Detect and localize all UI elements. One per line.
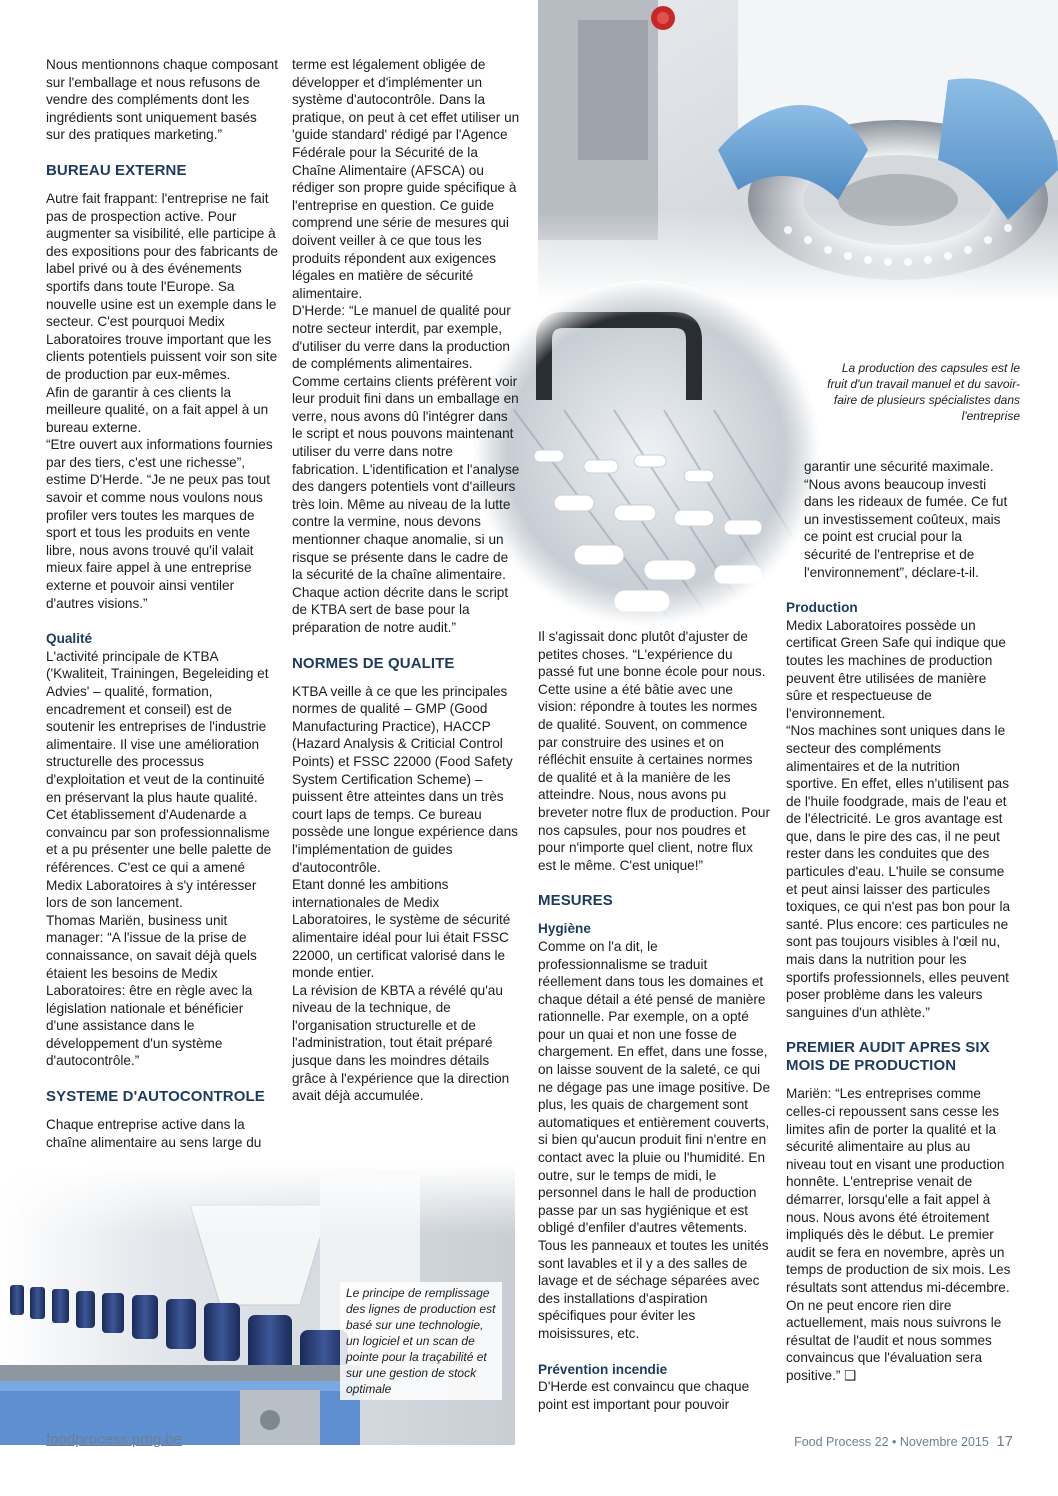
paragraph: Etant donné les ambitions internationales de Medix Laboratoires, le système de sécurité alimentaire idéal pour lui était FSSC 22000, un certificat valorisé dans le monde entier.	[292, 877, 511, 981]
paragraph: La révision de KBTA a révélé qu'au niveau de la technique, de l'organisation structurelle et de l'administration, tout était préparé jusque dans les moindres détails grâce à l'expérience que la direction avait déjà accumulée.	[292, 982, 510, 1104]
paragraph: Medix Laboratoires possède un certificat Green Safe qui indique que toutes les machines de production peuvent être utilisées de manière sûre et respectueuse de l'environnement.	[786, 617, 1006, 721]
paragraph: On ne peut encore rien dire actuellement, mais nous suivrons le résultat de l'audit et nous sommes convaincus que l'évaluation sera positive.” ❑	[786, 1297, 1002, 1383]
paragraph: Afin de garantir à ces clients la meilleure qualité, on a fait appel à un bureau externe.	[46, 384, 269, 435]
heading-normes-qualite: NORMES DE QUALITE	[292, 654, 455, 672]
paragraph: Chaque entreprise active dans la chaîne alimentaire au sens large du	[46, 1117, 262, 1150]
subheading-qualite: Qualité	[46, 631, 93, 647]
caption-filling-line: Le principe de remplissage des lignes de production est basé sur une technologie, un logiciel et un scan de pointe pour la traçabilité et sur une gestion de stock optimale	[340, 1282, 502, 1400]
paragraph: Comme on l'a dit, le professionnalisme se traduit réellement dans tous les domaines et chaque détail a été pensé de manière rationnelle. Par exemple, on a opté pour un quai et non une fosse de chargement. En effet, dans une fosse, on laisse souvent de la saleté, ce qui ne dégage pas une image positive. De plus, les quais de chargement sont automatiques et entièrement couverts, si bien qu'aucun produit fini n'entre en contact avec la pluie ou l'humidité. En outre, sur le temps de midi, le personnel dans le hall de production passe par un sas hygiénique et est obligé d'enfiler d'autres vêtements. Tous les panneaux et toutes les unités sont lavables et il y a des salles de lavage et de séchage séparées avec des installations d'aspiration spécifiques pour éviter les moisissures, etc.	[538, 938, 771, 1341]
capsule-production-photo	[538, 0, 1058, 300]
paragraph: D'Herde est convaincu que chaque point est important pour pouvoir	[538, 1379, 750, 1412]
text-column-1	[46, 56, 278, 1151]
paragraph: Autre fait frappant: l'entreprise ne fait pas de prospection active. Pour augmenter sa visibilité, elle participe à des expositions pour des fabricants de label privé ou à des événements sportifs dans toute l'Europe. Sa nouvelle usine est un exemple dans le secteur. C'est pourquoi Medix Laboratoires trouve important que les clients potentiels puissent voir son site de production par eux-mêmes.	[46, 190, 278, 382]
paragraph: “Nos machines sont uniques dans le secteur des compléments alimentaires et de la nutrition sportive. En effet, elles n'utilisent pas de l'huile foodgrade, mais de l'eau et de l'électricité. Le gros avantage est que, dans le pire des cas, il ne peut rester dans les conduites que des particules d'eau. L'huile se consume et peut ainsi laisser des particules toxiques, ce qui n'est pas bon pour la santé. Plus encore: ces particules ne sont pas toujours visibles à l'œil nu, mais dans la nutrition pour les sportifs professionnels, elles peuvent poser problème dans les valeurs sanguines d'un athlète.”	[786, 723, 1011, 1020]
paragraph: “Etre ouvert aux informations fournies par des tiers, c'est une richesse”, estime D'Herde. “Je ne peux pas tout savoir et comme nous voulons nous profiler vers toutes les marques de sport et tous les produits en vente libre, nous avons trouvé qu'il valait mieux faire appel à une entreprise externe et pouvoir ainsi ventiler d'autres visions.”	[46, 437, 273, 611]
issue-label: Food Process 22 • Novembre 2015	[794, 1435, 989, 1449]
heading-bureau-externe: BUREAU EXTERNE	[46, 161, 187, 179]
paragraph: L'activité principale de KTBA ('Kwaliteit, Trainingen, Begeleiding et Advies' – qualité, formation, encadrement et conseil) est de soutenir les entreprises de l'industrie alimentaire. Il vise une amélioration structurelle des processus d'exploitation et veut de la continuité en préservant la plus haute qualité. Cet établissement d'Audenarde a convaincu par son professionnalisme et a pu présenter une belle palette de références. C'est ce qui a amené Medix Laboratoires à s'y intéresser lors de son lancement.	[46, 648, 272, 911]
paragraph: Mariën: “Les entreprises comme celles-ci repoussent sans cesse les limites afin de porter la qualité et la sécurité alimentaire au plus au niveau tout en visant une production honnête. L'entreprise venait de démarrer, lorsqu'elle a fait appel à nous. Nous avons été étroitement impliqués dès le début. Le premier audit se fera en novembre, après un temps de production de six mois. Les résultats sont attendus mi-décembre.	[786, 1086, 1011, 1295]
website-link[interactable]: foodprocess.pmg.be	[46, 1431, 182, 1448]
subheading-prevention-incendie: Prévention incendie	[538, 1361, 668, 1377]
heading-systeme-autocontrole: SYSTEME D'AUTOCONTROLE	[46, 1088, 265, 1106]
caption-capsules: La production des capsules est le fruit d'un travail manuel et du savoir-faire de plusieurs spécialistes dans l'entreprise	[827, 361, 1020, 423]
text-column-4	[786, 458, 1012, 1385]
paragraph: Thomas Mariën, business unit manager: “A l'issue de la prise de connaissance, on savait déjà quels étaient les besoins de Medix Laboratoires: être en règle avec la législation nationale et bénéficier d'une assistance dans le développement d'un système d'autocontrôle.”	[46, 912, 257, 1069]
paragraph: D'Herde: “Le manuel de qualité pour notre secteur interdit, par exemple, d'utiliser du verre dans la production de compléments alimentaires. Comme certains clients préfèrent voir leur produit fini dans un emballage en verre, nous avons dû l'intégrer dans le script et nous pouvons maintenant utiliser du verre dans notre fabrication. L'identification et l'analyse des dangers potentiels vont d'ailleurs très loin. Même au niveau de la lutte contre la vermine, nous devons mentionner chaque anomalie, si un risque se présente dans le cadre de la sécurité de la chaîne alimentaire. Chaque action décrite dans le script de KTBA sert de base pour la préparation de notre audit.”	[292, 303, 520, 635]
capsule-conveyor-photo	[474, 280, 819, 625]
issue-info	[794, 1433, 1013, 1450]
page-number: 17	[996, 1433, 1013, 1450]
paragraph: KTBA veille à ce que les principales normes de qualité – GMP (Good Manufacturing Practice), HACCP (Hazard Analysis & Criticial Control Points) et FSSC 22000 (Food Safety System Certification Scheme) – puissent être atteintes dans un très court laps de temps. Ce bureau possède une longue expérience dans l'implémentation de guides d'autocontrôle.	[292, 683, 518, 875]
text-column-2	[292, 56, 520, 1105]
heading-mesures: MESURES	[538, 892, 613, 910]
heading-premier-audit: PREMIER AUDIT APRES SIX MOIS DE PRODUCTION	[786, 1039, 990, 1075]
intro-paragraph: Nous mentionnons chaque composant sur l'emballage et nous refusons de vendre des compléments dont les ingrédients sont uniquement basés sur des pratiques marketing.”	[46, 57, 278, 143]
subheading-production: Production	[786, 600, 858, 616]
paragraph: terme est légalement obligée de développer et d'implémenter un système d'autocontrôle. Dans la pratique, on peut à cet effet utiliser un 'guide standard' rédigé par l'Agence Fédérale pour la Sécurité de la Chaîne Alimentaire (AFSCA) ou rédiger son propre guide spécifique à l'entreprise en question. Ce guide comprend une série de mesures qui doivent veiller à ce que tous les produits répondent aux exigences légales en matière de sécurité alimentaire.	[292, 57, 520, 301]
paragraph: garantir une sécurité maximale. “Nous avons beaucoup investi dans les rideaux de fumée. Ce fut un investissement coûteux, mais ce point est crucial pour la sécurité de l'entreprise et de l'environnement”, déclare-t-il.	[804, 459, 1008, 580]
paragraph: Il s'agissait donc plutôt d'ajuster de petites choses. “L'expérience du passé fut une bonne école pour nous. Cette usine a été bâtie avec une vision: répondre à toutes les normes de qualité. Souvent, on commence par construire des usines et on réfléchit ensuite à certaines normes de qualité et à la manière de les atteindre. Nous, nous avons pu breveter notre flux de production. Pour nos capsules, pour nos poudres et pour n'importe quel client, notre flux est le même. C'est unique!”	[538, 629, 770, 873]
text-column-3	[538, 628, 770, 1413]
subheading-hygiene: Hygiène	[538, 921, 591, 937]
